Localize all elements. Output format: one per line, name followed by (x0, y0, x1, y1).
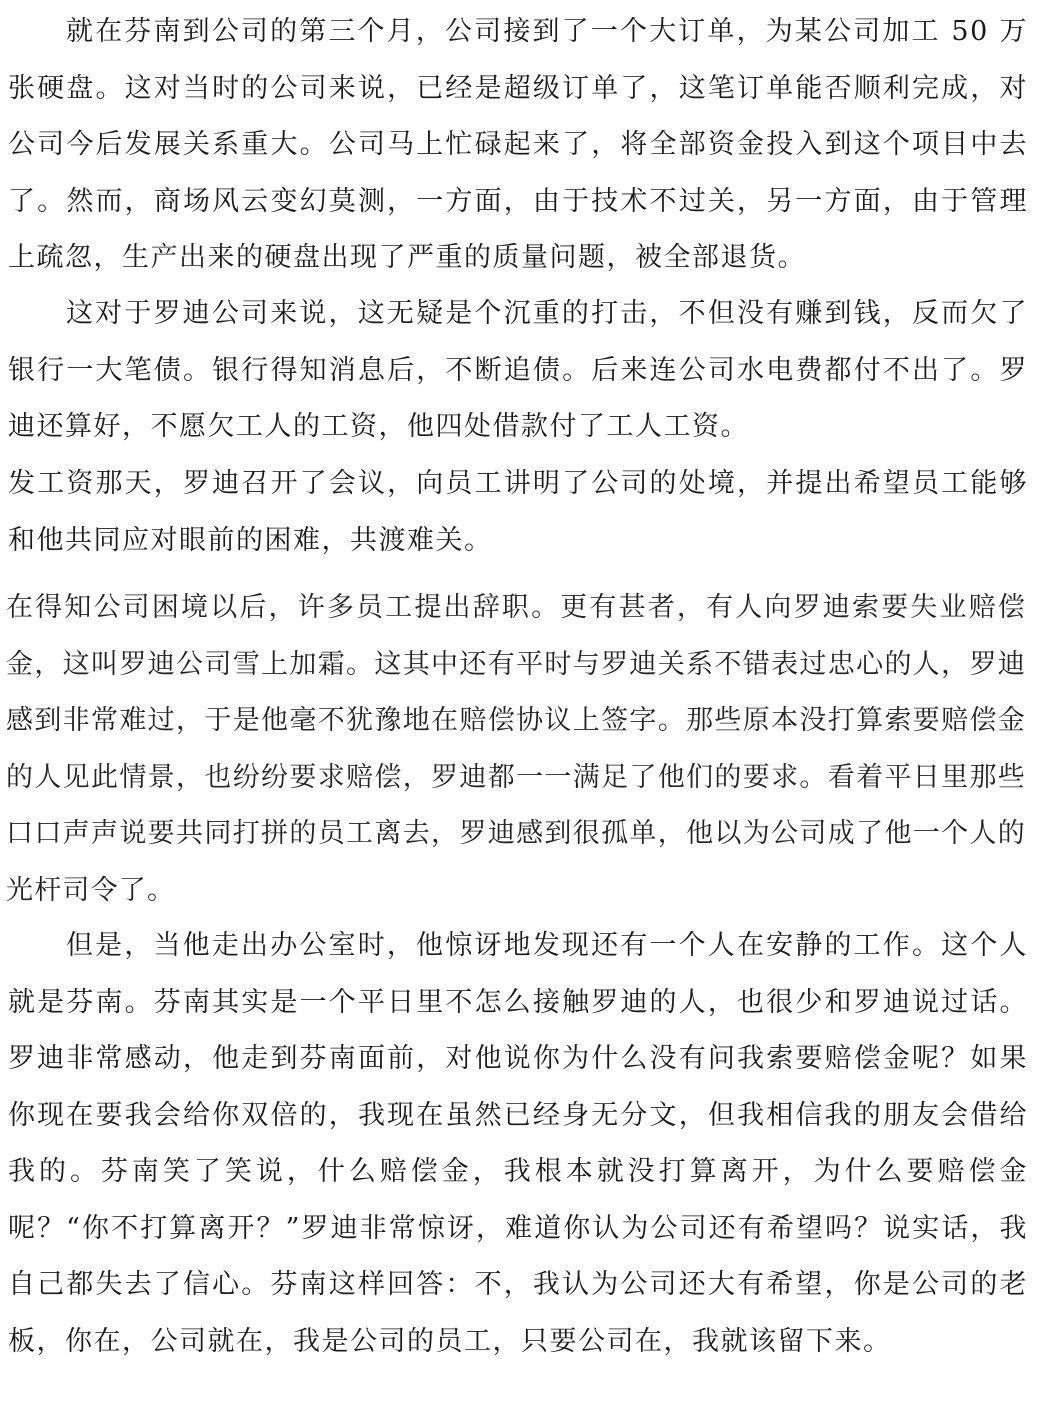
paragraph-2: 这对于罗迪公司来说，这无疑是个沉重的打击，不但没有赚到钱，反而欠了银行一大笔债。银行得知消息后，不断追债。后来连公司水电费都付不出了。罗迪还算好，不愿欠工人的工资，他四处借款付了工人工资。 (8, 298, 1028, 442)
paragraph-4: 在得知公司困境以后，许多员工提出辞职。更有甚者，有人向罗迪索要失业赔偿金，这叫罗迪公司雪上加霜。这其中还有平时与罗迪关系不错表过忠心的人，罗迪感到非常难过，于是他毫不犹豫地在赔偿协议上签字。那些原本没打算索要赔偿金的人见此情景，也纷纷要求赔偿，罗迪都一一满足了他们的要求。看着平日里那些口口声声说要共同打拼的员工离去，罗迪感到很孤单，他以为公司成了他一个人的光杆司令了。 (6, 592, 1026, 906)
paragraph-5: 但是，当他走出办公室时，他惊讶地发现还有一个人在安静的工作。这个人就是芬南。芬南其实是一个平日里不怎么接触罗迪的人，也很少和罗迪说过话。罗迪非常感动，他走到芬南面前，对他说你为什么没有问我索要赔偿金呢？如果你现在要我会给你双倍的，我现在虽然已经身无分文，但我相信我的朋友会借给我的。芬南笑了笑说，什么赔偿金，我根本就没打算离开，为什么要赔偿金呢？“你不打算离开？”罗迪非常惊讶，难道你认为公司还有希望吗？说实话，我自己都失去了信心。芬南这样回答：不，我认为公司还大有希望，你是公司的老板，你在，公司就在，我是公司的员工，只要公司在，我就该留下来。 (8, 930, 1028, 1357)
paragraph-3: 发工资那天，罗迪召开了会议，向员工讲明了公司的处境，并提出希望员工能够和他共同应对眼前的困难，共渡难关。 (8, 468, 1028, 556)
paragraph-1: 就在芬南到公司的第三个月，公司接到了一个大订单，为某公司加工 50 万张硬盘。这对当时的公司来说，已经是超级订单了，这笔订单能否顺利完成，对公司今后发展关系重大。公司马上忙碌起来了，将全部资金投入到这个项目中去了。然而，商场风云变幻莫测，一方面，由于技术不过关，另一方面，由于管理上疏忽，生产出来的硬盘出现了严重的质量问题，被全部退货。 (8, 16, 1028, 273)
